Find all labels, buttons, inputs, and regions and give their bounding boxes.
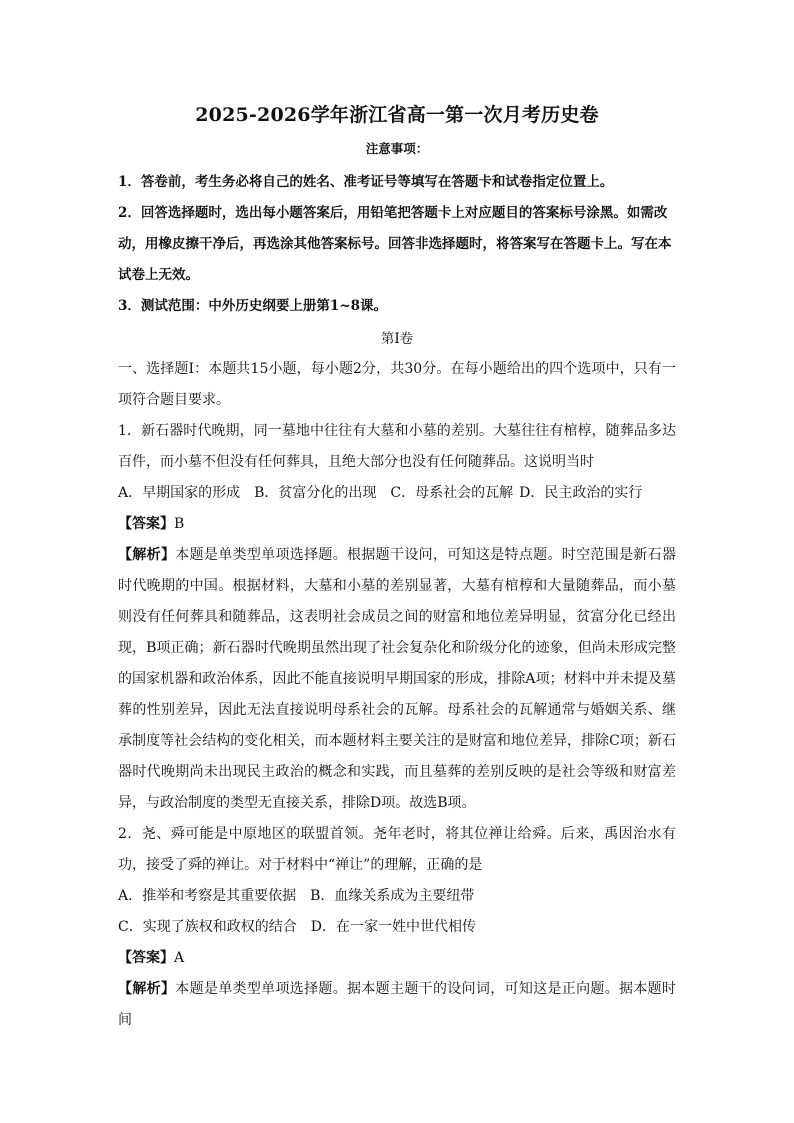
q1-option-c: C．母系社会的瓦解 xyxy=(390,485,514,501)
q2-option-a: A．推举和考察是其重要依据 xyxy=(118,888,297,904)
question-1-stem: 1．新石器时代晚期，同一墓地中往往有大墓和小墓的差别。大墓往往有棺椁，随葬品多达百件，而小墓不但没有任何葬具，且绝大部分也没有任何随葬品。这说明当时 xyxy=(118,423,676,470)
answer-tag: 【答案】 xyxy=(118,516,174,532)
analysis-tag: 【解析】 xyxy=(118,547,176,563)
section-title: 第Ⅰ卷 xyxy=(380,331,414,347)
analysis-text: 本题是单类型单项选择题。根据题干设问，可知这是特点题。时空范围是新石器时代晚期的中国。根据材料，大墓和小墓的差别显著，大墓有棺椁和大量随葬品，而小墓则没有任何葬具和随葬品，这表明社会成员之间的财富和地位差异明显，贫富分化已经出现，B项正确；新石器时代晚期虽然出现了社会复杂化和阶级分化的迹象，但尚未形成完整的国家机器和政治体系，因此不能直接说明早期国家的形成，排除A项；材料中并未提及墓葬的性别差异，因此无法直接说明母系社会的瓦解。母系社会的瓦解通常与婚姻关系、继承制度等社会结构的变化相关，而本题材料主要关注的是财富和地位差异，排除C项；新石器时代晚期尚未出现民主政治的概念和实践，而且墓葬的差别反映的是社会等级和财富差异，与政治制度的类型无直接关系，排除D项。故选B项。 xyxy=(118,547,677,811)
question-2-options-row-1 xyxy=(118,881,676,912)
answer-tag: 【答案】 xyxy=(118,950,174,966)
page-title: 2025-2026学年浙江省高一第一次月考历史卷 xyxy=(195,104,599,126)
question-2-options-row-2 xyxy=(118,912,676,943)
q1-option-b: B．贫富分化的出现 xyxy=(254,485,377,501)
question-2-answer xyxy=(118,943,676,974)
question-2-stem: 2．尧、舜可能是中原地区的联盟首领。尧年老时，将其位禅让给舜。后来，禹因治水有功，接受了舜的禅让。对于材料中“禅让”的理解，正确的是 xyxy=(118,826,676,873)
question-1-options xyxy=(118,478,676,509)
q2-option-c: C．实现了族权和政权的结合 xyxy=(118,919,297,935)
analysis-text: 本题是单类型单项选择题。据本题主题干的设问词，可知这是正向题。据本题时间 xyxy=(118,981,677,1028)
q1-option-a: A．早期国家的形成 xyxy=(118,485,241,501)
q2-option-b: B．血缘关系成为主要纽带 xyxy=(310,888,475,904)
question-2-analysis xyxy=(118,974,676,1036)
q2-option-d: D．在一家一姓中世代相传 xyxy=(310,919,476,935)
question-1-answer xyxy=(118,509,676,540)
q1-option-d: D．民主政治的实行 xyxy=(519,485,643,501)
question-1-analysis xyxy=(118,540,676,819)
section-intro: 一、选择题Ⅰ：本题共15小题，每小题2分，共30分。在每小题给出的四个选项中，只有一项符合题目要求。 xyxy=(118,361,676,408)
notice-item-3: 3．测试范围：中外历史纲要上册第1~8课。 xyxy=(118,298,387,314)
notice-item-2: 2．回答选择题时，选出每小题答案后，用铅笔把答题卡上对应题目的答案标号涂黑。如需改动，用橡皮擦干净后，再选涂其他答案标号。回答非选择题时，将答案写在答题卡上。写在本试卷上无效。 xyxy=(118,205,672,283)
notice-heading: 注意事项： xyxy=(365,141,429,156)
answer-value: B xyxy=(174,516,185,532)
analysis-tag: 【解析】 xyxy=(118,981,176,997)
answer-value: A xyxy=(174,950,185,966)
notice-item-1: 1．答卷前，考生务必将自己的姓名、准考证号等填写在答题卡和试卷指定位置上。 xyxy=(118,174,614,190)
